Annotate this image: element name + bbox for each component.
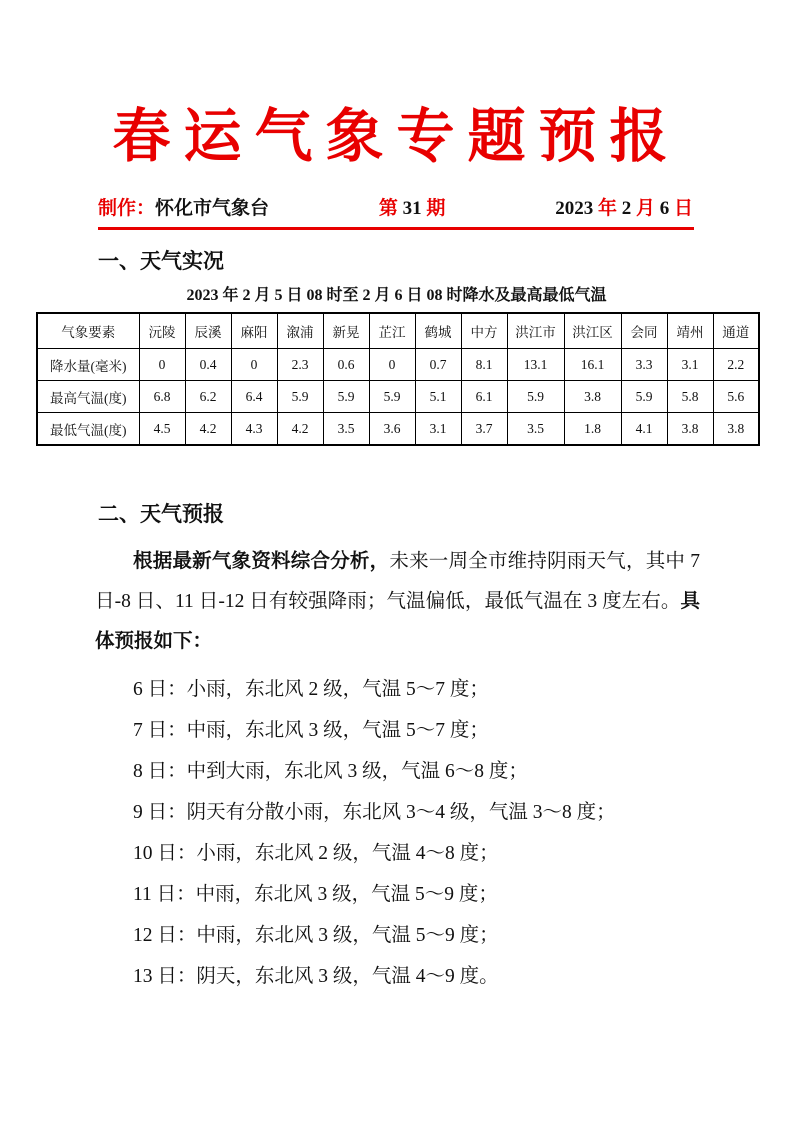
forecast-line-day8: 8 日：中到大雨，东北风 3 级，气温 6～8 度； [133, 761, 528, 782]
table-header-cell: 芷江 [369, 313, 415, 349]
table-header-cell: 新晃 [323, 313, 369, 349]
table-header-cell: 中方 [461, 313, 507, 349]
table-row-min-temp [37, 413, 759, 446]
page-title: 春运气象专题预报 [112, 102, 681, 170]
table-cell: 3.8 [564, 381, 621, 413]
table-cell: 0.6 [323, 349, 369, 381]
forecast-line-day12: 12 日：中雨，东北风 3 级，气温 5～9 度； [133, 925, 499, 946]
row-label: 最高气温(度) [37, 381, 139, 413]
issue-value: 31 [397, 198, 427, 219]
weather-table-caption: 2023 年 2 月 5 日 08 时至 2 月 6 日 08 时降水及最高最低气温 [186, 287, 607, 304]
forecast-line-day9: 9 日：阴天有分散小雨，东北风 3～4 级，气温 3～8 度； [133, 802, 616, 823]
table-cell: 4.2 [185, 413, 231, 446]
table-cell: 4.1 [621, 413, 667, 446]
date-year: 2023 [555, 198, 598, 219]
table-header-cell: 气象要素 [37, 313, 139, 349]
table-cell: 5.8 [667, 381, 713, 413]
table-header-cell: 洪江市 [507, 313, 564, 349]
date-year-unit: 年 [597, 198, 617, 219]
table-header-cell: 沅陵 [139, 313, 185, 349]
table-cell: 5.9 [277, 381, 323, 413]
table-cell: 5.9 [323, 381, 369, 413]
masthead [0, 196, 793, 222]
table-cell: 3.5 [507, 413, 564, 446]
table-cell: 0.4 [185, 349, 231, 381]
producer-value: 怀化市气象台 [155, 198, 270, 219]
section1-heading: 一、天气实况 [98, 249, 224, 273]
table-header-cell: 靖州 [667, 313, 713, 349]
section2-heading: 二、天气预报 [98, 502, 224, 526]
table-header-cell: 溆浦 [277, 313, 323, 349]
forecast-line-day13: 13 日：阴天，东北风 3 级，气温 4～9 度。 [133, 966, 499, 987]
table-cell: 2.3 [277, 349, 323, 381]
table-cell: 5.1 [415, 381, 461, 413]
issue-suffix: 期 [426, 198, 446, 219]
divider-rule [98, 227, 694, 230]
table-cell: 5.9 [621, 381, 667, 413]
date-month-unit: 月 [635, 198, 655, 219]
forecast-line-day10: 10 日：小雨，东北风 2 级，气温 4～8 度； [133, 843, 499, 864]
issue-number [379, 196, 446, 222]
weather-table [36, 312, 760, 446]
table-cell: 0 [139, 349, 185, 381]
date-day: 6 [654, 198, 674, 219]
table-header-cell: 洪江区 [564, 313, 621, 349]
intro-body-text: 未来一周全市维持阴雨天气，其中 7 日-8 日、11 日-12 日有较强降雨；气温偏低，最低气温在 3 度左右。 [95, 551, 700, 612]
table-cell: 8.1 [461, 349, 507, 381]
table-cell: 6.1 [461, 381, 507, 413]
intro-bold-lead: 根据最新气象资料综合分析， [133, 551, 390, 572]
row-label: 降水量(毫米) [37, 349, 139, 381]
row-label: 最低气温(度) [37, 413, 139, 446]
table-cell: 3.5 [323, 413, 369, 446]
table-cell: 6.4 [231, 381, 277, 413]
table-header-cell: 辰溪 [185, 313, 231, 349]
producer-label: 制作： [98, 198, 156, 219]
table-row-max-temp [37, 381, 759, 413]
forecast-intro-paragraph [95, 542, 700, 662]
issue-date [555, 196, 693, 222]
forecast-line-day11: 11 日：中雨，东北风 3 级，气温 5～9 度； [133, 884, 498, 905]
daily-forecast-list [95, 669, 700, 997]
table-cell: 2.2 [713, 349, 759, 381]
table-header-row [37, 313, 759, 349]
table-cell: 4.2 [277, 413, 323, 446]
table-cell: 3.6 [369, 413, 415, 446]
table-cell: 3.1 [415, 413, 461, 446]
table-cell: 3.8 [713, 413, 759, 446]
table-cell: 0 [369, 349, 415, 381]
table-cell: 5.9 [369, 381, 415, 413]
table-cell: 6.8 [139, 381, 185, 413]
table-cell: 13.1 [507, 349, 564, 381]
intro-bold-tail: 具体预报如下： [95, 591, 700, 652]
table-cell: 16.1 [564, 349, 621, 381]
table-header-cell: 通道 [713, 313, 759, 349]
table-cell: 5.6 [713, 381, 759, 413]
date-month: 2 [616, 198, 636, 219]
table-cell: 3.8 [667, 413, 713, 446]
table-cell: 3.1 [667, 349, 713, 381]
table-cell: 6.2 [185, 381, 231, 413]
date-day-unit: 日 [673, 198, 693, 219]
table-cell: 4.3 [231, 413, 277, 446]
table-cell: 0 [231, 349, 277, 381]
table-cell: 0.7 [415, 349, 461, 381]
table-cell: 4.5 [139, 413, 185, 446]
table-header-cell: 麻阳 [231, 313, 277, 349]
forecast-line-day6: 6 日：小雨，东北风 2 级，气温 5～7 度； [133, 679, 489, 700]
table-cell: 3.7 [461, 413, 507, 446]
forecast-line-day7: 7 日：中雨，东北风 3 级，气温 5～7 度； [133, 720, 489, 741]
table-cell: 1.8 [564, 413, 621, 446]
producer [98, 196, 269, 222]
table-cell: 3.3 [621, 349, 667, 381]
issue-prefix: 第 [378, 198, 398, 219]
table-cell: 5.9 [507, 381, 564, 413]
table-header-cell: 鹤城 [415, 313, 461, 349]
table-row-precipitation [37, 349, 759, 381]
table-header-cell: 会同 [621, 313, 667, 349]
